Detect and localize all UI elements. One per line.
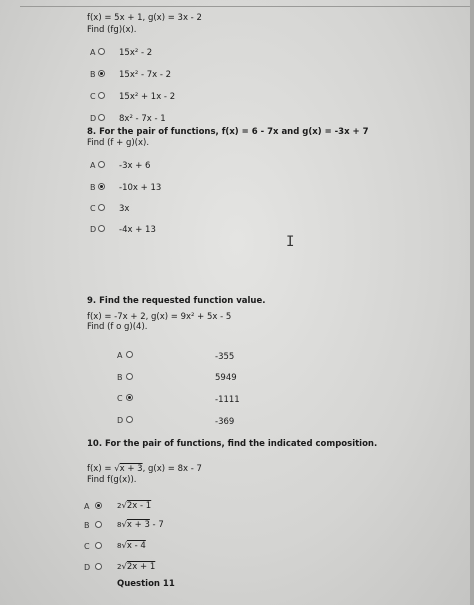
q9-option-a-radio[interactable]: [126, 351, 133, 358]
q10-option-a-text: [117, 502, 151, 511]
q10-option-d-letter: D: [84, 563, 91, 572]
q7-option-b-text: 15x² - 7x - 2: [119, 70, 172, 80]
q7-functions: f(x) = 5x + 1, g(x) = 3x - 2: [87, 13, 202, 23]
q10-option-a-letter: A: [84, 502, 90, 511]
q10-option-a-coef: 2: [117, 502, 122, 510]
text-cursor-icon: I: [286, 234, 295, 250]
sqrt-icon: √: [121, 501, 127, 511]
q10-prompt: Find f(g(x)).: [87, 475, 137, 485]
q9-option-b-text: 5949: [215, 373, 237, 383]
q8-option-d-letter: D: [90, 225, 97, 234]
q10-title: 10. For the pair of functions, find the indicated composition.: [87, 439, 378, 449]
q10-option-d-radicand: 2x + 1: [126, 562, 156, 572]
q8-prompt: Find (f + g)(x).: [87, 138, 150, 148]
q7-option-b-letter: B: [90, 70, 96, 79]
sqrt-icon: √: [121, 562, 127, 572]
q9-prompt: Find (f o g)(4).: [87, 322, 148, 332]
q7-option-c-letter: C: [90, 92, 96, 101]
q10-option-c-coef: 8: [117, 542, 122, 550]
q9-functions: f(x) = -7x + 2, g(x) = 9x² + 5x - 5: [87, 312, 232, 322]
q8-option-b-letter: B: [90, 183, 96, 192]
q10-option-b-letter: B: [84, 521, 90, 530]
q8-option-a-letter: A: [90, 161, 96, 170]
q9-option-d-radio[interactable]: [126, 416, 133, 423]
q10-option-c-letter: C: [84, 542, 90, 551]
q10-option-d-coef: 2: [117, 563, 122, 571]
sqrt-icon: √: [114, 464, 120, 474]
q10-g-part: , g(x) = 8x - 7: [142, 464, 202, 474]
q10-option-a-radio[interactable]: [95, 502, 102, 509]
q7-option-d-radio[interactable]: [98, 114, 105, 121]
q10-functions: [87, 465, 202, 474]
q10-f-lhs: f(x) =: [87, 464, 115, 474]
q9-title: 9. Find the requested function value.: [87, 296, 266, 306]
sqrt-icon: √: [121, 520, 127, 530]
sqrt-icon: √: [121, 541, 127, 551]
q8-option-b-text: -10x + 13: [119, 183, 162, 193]
q10-option-b-text: [117, 521, 164, 530]
q10-option-b-radicand: x + 3: [126, 520, 150, 530]
q10-option-b-coef: 8: [117, 521, 122, 529]
q7-option-a-text: 15x² - 2: [119, 48, 153, 58]
q8-option-d-radio[interactable]: [98, 225, 105, 232]
q9-option-a-letter: A: [117, 351, 123, 360]
q8-option-a-radio[interactable]: [98, 161, 105, 168]
q9-option-d-letter: D: [117, 416, 124, 425]
q10-option-a-radicand: 2x - 1: [126, 501, 152, 511]
q10-option-d-text: [117, 563, 155, 572]
q8-option-c-radio[interactable]: [98, 204, 105, 211]
q9-option-a-text: -355: [215, 352, 235, 362]
q9-option-b-letter: B: [117, 373, 123, 382]
q8-option-c-letter: C: [90, 204, 96, 213]
question-11-heading: Question 11: [117, 579, 175, 589]
q10-option-c-radicand: x - 4: [126, 541, 146, 551]
q9-option-c-letter: C: [117, 394, 123, 403]
q8-option-b-radio[interactable]: [98, 183, 105, 190]
q7-prompt: Find (fg)(x).: [87, 25, 137, 35]
q7-option-d-letter: D: [90, 114, 97, 123]
q7-option-a-radio[interactable]: [98, 48, 105, 55]
q8-option-c-text: 3x: [119, 204, 130, 214]
q7-option-d-text: 8x² - 7x - 1: [119, 114, 166, 124]
q7-option-a-letter: A: [90, 48, 96, 57]
q10-f-radicand: x + 3: [119, 464, 143, 474]
screen-edge: [470, 0, 474, 605]
q10-option-c-radio[interactable]: [95, 542, 102, 549]
q10-option-d-radio[interactable]: [95, 563, 102, 570]
q10-option-b-tail: - 7: [149, 520, 164, 530]
q7-option-c-radio[interactable]: [98, 92, 105, 99]
q7-option-b-radio[interactable]: [98, 70, 105, 77]
q8-option-a-text: -3x + 6: [119, 161, 151, 171]
top-edge: [20, 0, 474, 7]
q9-option-b-radio[interactable]: [126, 373, 133, 380]
q9-option-c-radio[interactable]: [126, 394, 133, 401]
q9-option-c-text: -1111: [215, 395, 240, 405]
q8-title: 8. For the pair of functions, f(x) = 6 - 7x and g(x) = -3x + 7: [87, 127, 369, 137]
q7-option-c-text: 15x² + 1x - 2: [119, 92, 176, 102]
q8-option-d-text: -4x + 13: [119, 225, 156, 235]
q9-option-d-text: -369: [215, 417, 235, 427]
q10-option-b-radio[interactable]: [95, 521, 102, 528]
q10-option-c-text: [117, 542, 146, 551]
